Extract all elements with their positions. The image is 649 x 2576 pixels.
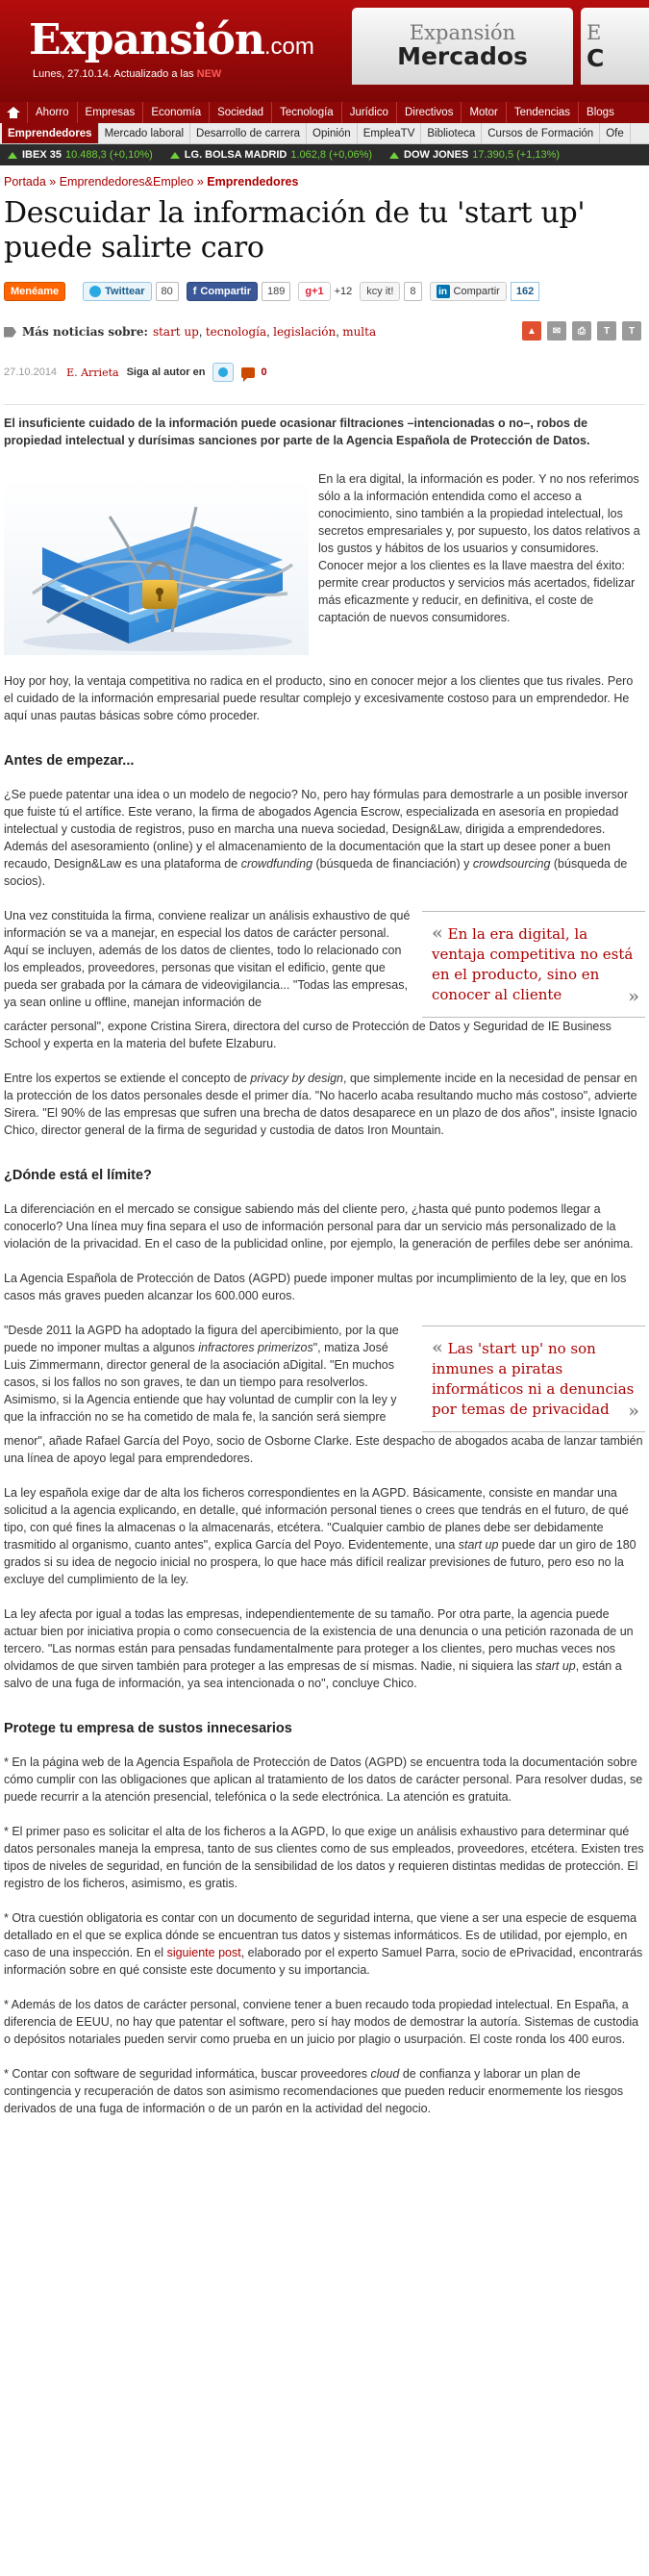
tag-legislacion[interactable]: legislación: [273, 325, 337, 339]
bullet-paragraph: * Otra cuestión obligatoria es contar con un documento de seguridad interna, que viene a ser una especie de esquema detallado en el que se explica dónde se encuentran tus datos y sistemas informáticos. Es de utilidad, por ejemplo, en caso de una inspección. En el siguiente post, elaborado por el experto Samuel Parra, socio de ePrivacidad, encontrarás información sobre en qué consiste este documento y su importancia.: [4, 1911, 643, 1977]
home-button[interactable]: [0, 102, 27, 123]
nav-ahorro[interactable]: Ahorro: [27, 102, 77, 123]
breadcrumb-emprendedores-empleo[interactable]: Emprendedores&Empleo: [59, 175, 194, 189]
nav-empresas[interactable]: Empresas: [77, 102, 143, 123]
twitter-icon: [218, 367, 228, 377]
meneame-button[interactable]: Menéame: [4, 282, 65, 301]
article-image: [4, 478, 309, 655]
section-heading: Protege tu empresa de sustos innecesarios: [4, 1721, 292, 1736]
follow-twitter-button[interactable]: [212, 363, 234, 382]
comment-count[interactable]: 0: [261, 366, 267, 378]
twitter-icon: [89, 286, 101, 297]
article-lead: El insuficiente cuidado de la información puede ocasionar filtraciones –intencionadas o no–, robos de propiedad intelectual y durísimas sanciones por parte de la Agencia Española de Protección de Datos.: [4, 404, 645, 449]
alert-icon[interactable]: ▲: [522, 321, 541, 341]
breadcrumb-portada[interactable]: Portada: [4, 175, 46, 189]
paragraph: Una vez constituida la firma, conviene realizar un análisis exhaustivo de qué información se va a manejar, en especial los datos de carácter personal. Aquí se incluyen, además de los datos de clientes, todo lo relacionado con los empleados, proveedores, personas que visitan el edificio, gente que pueda ser grabada por la cámara de videovigilancia... "Todas las empresas, ya sean online u offline, manejan información de: [4, 909, 411, 1009]
email-icon[interactable]: ✉: [547, 321, 566, 341]
bullet-paragraph: * Contar con software de seguridad informática, buscar proveedores cloud de confianza y laborar un plan de contingencia y recuperación de datos son asimismo recomendaciones que pueden reducir enormemente los riesgos derivados de una fuga de información o de un parón en la actividad del negocio.: [4, 2067, 624, 2115]
facebook-count: 189: [262, 282, 290, 301]
market-ticker: [0, 144, 649, 165]
twitter-count: 80: [156, 282, 179, 301]
nav-tendencias[interactable]: Tendencias: [506, 102, 578, 123]
author-link[interactable]: E. Arrieta: [66, 366, 119, 379]
arrow-up-icon: [170, 152, 180, 159]
font-smaller-icon[interactable]: T: [597, 321, 616, 341]
bullet-paragraph: * Además de los datos de carácter personal, conviene tener a buen recaudo toda propiedad intelectual. En España, a diferencia de EEUU, no hay que patentar el software, pero sí hay modos de demostrar la autoría. Sistemas de custodia o depósitos notariales pueden servir como prueba en un juicio por plagio o usurpación. El coste ronda los 400 euros.: [4, 1998, 639, 2046]
nav-blogs[interactable]: Blogs: [578, 102, 622, 123]
facebook-icon: f: [192, 286, 197, 297]
subnav-cursos[interactable]: Cursos de Formación: [482, 123, 600, 144]
follow-label: Siga al autor en: [126, 366, 206, 378]
linkedin-share-button[interactable]: in Compartir: [430, 282, 507, 301]
paragraph: carácter personal", expone Cristina Sirera, directora del curso de Protección de Datos y Seguridad de IE Business School y experta en la materia del bufete Elzaburu.: [4, 1020, 612, 1050]
ticker-item[interactable]: LG. BOLSA MADRID 1.062,8 (+0,06%): [162, 149, 372, 161]
bullet-paragraph: * El primer paso es solicitar el alta de los ficheros a la AGPD, lo que exige un análisis exhaustivo para determinar qué datos personales maneja la empresa, tanto de sus clientes como de sus empleados, proveedores, etcétera. Existen tres tipos de niveles de seguridad, en función de la sensibilidad de los datos y requieren distintas medidas de protección. El registro de los ficheros, asimismo, es gratis.: [4, 1825, 644, 1890]
figure-row: [4, 470, 645, 655]
paragraph: La ley española exige dar de alta los ficheros correspondientes en la AGPD. Básicamente, consiste en mandar una solicitud a la agencia explicando, en detalle, qué información personal tienes o crees que tendrás en el futuro, de qué tipo, con qué fines la almacenas o la almacenarás, etcétera. "Cualquier cambio de planes debe ser debidamente trasmitido al organismo, cuanto antes", explica García del Poyo. Evidentemente, una start up puede dar un giro de 180 grados si su idea de negocio inicial no prospera, lo que hace más difícil realizar previsiones de futuro, pero eso no la excluye del cumplimiento de la ley.: [4, 1486, 637, 1586]
subnav-ofertas[interactable]: Ofe: [600, 123, 631, 144]
twitter-button[interactable]: Twittear: [83, 282, 151, 301]
nav-sociedad[interactable]: Sociedad: [209, 102, 271, 123]
kcy-count: 8: [404, 282, 421, 301]
subnav-emprendedores[interactable]: Emprendedores: [2, 123, 99, 144]
pull-quote: « En la era digital, la ventaja competitiva no está en el producto, sino en conocer al cliente »: [422, 911, 645, 1018]
paragraph: ¿Se puede patentar una idea o un modelo de negocio? No, pero hay fórmulas para demostrarle a un posible inversor que fuiste tú el artífice. Este verano, la firma de abogados Agencia Escrow, especializada en asesoría en propiedad intelectual y custodia de registros, puso en marcha una nueva sociedad, Design&Law, dirigida a emprendedores. Además del asesoramiento (online) y el almacenamiento de la documentación que la start up desee poner a buen recaudo, Design&Law es una plataforma de crowdfunding (búsqueda de financiación) y crowdsourcing (búsqueda de socios).: [4, 788, 629, 888]
nav-economia[interactable]: Economía: [142, 102, 209, 123]
nav-juridico[interactable]: Jurídico: [341, 102, 396, 123]
article-date: 27.10.2014: [4, 366, 58, 378]
subnav-biblioteca[interactable]: Biblioteca: [421, 123, 482, 144]
breadcrumb: Portada » Emprendedores&Empleo » Emprendedores: [4, 175, 299, 189]
quote-row: [4, 890, 645, 1018]
quote-close-icon: »: [628, 1401, 639, 1422]
share-bar: [4, 281, 645, 302]
linkedin-count: 162: [511, 282, 539, 301]
paragraph: La Agencia Española de Protección de Datos (AGPD) puede imponer multas por incumplimiento de la ley, que en los casos más graves pueden alcanzar los 600.000 euros.: [4, 1272, 627, 1302]
bullet-paragraph: * En la página web de la Agencia Española de Protección de Datos (AGPD) se encuentra toda la documentación sobre cómo cumplir con las obligaciones que aplican al tratamiento de los datos de carácter personal. Para resolver dudas, se puede recurrir a la atención presencial, telefónica o la sede electrónica. La atención es gratuita.: [4, 1755, 643, 1804]
tag-start-up[interactable]: start up: [152, 325, 199, 339]
quote-close-icon: »: [628, 986, 639, 1007]
article-tools: [516, 321, 641, 341]
tag-multa[interactable]: multa: [342, 325, 377, 339]
subnav-empleatv[interactable]: EmpleaTV: [358, 123, 422, 144]
tab-expansion-extra[interactable]: E C: [581, 8, 649, 85]
paragraph: "Desde 2011 la AGPD ha adoptado la figura del apercibimiento, por la que puede no imponer multas a algunos infractores primerizos", matiza José Luis Zimmermann, director general de la asociación aDigital. "En muchos casos, si los fallos no son graves, te dan un tiempo para resolverlos. Asimismo, si la Agencia entiende que hay voluntad de cumplir con la ley y que la infracción no se ha cometido de mala fe, la sanción será siempre: [4, 1324, 399, 1424]
site-header: [0, 0, 649, 102]
nav-tecnologia[interactable]: Tecnología: [271, 102, 341, 123]
quote-row: [4, 1304, 645, 1432]
pull-quote: « Las 'start up' no son inmunes a piratas informáticos ni a denuncias por temas de privacidad »: [422, 1326, 645, 1432]
kcy-button[interactable]: kcy it!: [360, 282, 400, 301]
nav-directivos[interactable]: Directivos: [396, 102, 461, 123]
quote-open-icon: «: [432, 1337, 443, 1358]
subnav-mercado-laboral[interactable]: Mercado laboral: [99, 123, 190, 144]
subnav-desarrollo-carrera[interactable]: Desarrollo de carrera: [190, 123, 307, 144]
tab-expansion-mercados[interactable]: Expansión Mercados: [352, 8, 573, 85]
section-heading: ¿Dónde está el límite?: [4, 1168, 152, 1183]
siguiente-post-link[interactable]: siguiente post: [166, 1946, 241, 1959]
tags-list: start up, tecnología, legislación, multa: [152, 325, 377, 339]
nav-motor[interactable]: Motor: [461, 102, 505, 123]
article-title: Descuidar la información de tu 'start up' puede salirte caro: [4, 196, 586, 265]
gplus-button[interactable]: g+1: [298, 282, 330, 301]
byline: [4, 362, 645, 383]
gplus-count: +12: [334, 286, 353, 297]
tag-icon: [4, 327, 16, 338]
section-heading: Antes de empezar...: [4, 753, 135, 769]
home-icon: [7, 107, 20, 118]
sub-nav: [0, 123, 649, 144]
header-date: Lunes, 27.10.14. Actualizado a las NEW: [33, 68, 222, 80]
main-nav: [0, 102, 649, 123]
article: [0, 165, 649, 2117]
arrow-up-icon: [389, 152, 399, 159]
tags-bar: Más noticias sobre: start up, tecnología, legislación, multa ▲ ✉ ⎙ T T: [4, 321, 645, 342]
site-logo[interactable]: Expansión.com: [29, 15, 314, 64]
paragraph: Entre los expertos se extiende el concepto de privacy by design, que simplemente incide en la necesidad de pensar en la protección de los datos personales desde el primer día. "No hacerlo acaba resultando mucho más costoso", advierte Sirera. "El 90% de las empresas que sufren una brecha de datos desaparece en un plazo de dos años", insiste Ignacio Chico, director general de la firma de seguridad y custodia de datos Iron Mountain.: [4, 1072, 637, 1137]
ticker-item[interactable]: IBEX 35 10.488,3 (+0,10%): [0, 149, 153, 161]
font-larger-icon[interactable]: T: [622, 321, 641, 341]
arrow-up-icon: [8, 152, 17, 159]
comment-icon[interactable]: [241, 367, 255, 378]
paragraph: menor", añade Rafael García del Poyo, socio de Osborne Clarke. Este despacho de abogados acaba de lanzar también una línea de apoyo legal para emprendedores.: [4, 1434, 643, 1465]
facebook-share-button[interactable]: f Compartir: [187, 282, 258, 301]
subnav-opinion[interactable]: Opinión: [307, 123, 358, 144]
tag-tecnologia[interactable]: tecnología: [205, 325, 267, 339]
paragraph: La ley afecta por igual a todas las empresas, independientemente de su tamaño. Por otra parte, la agencia puede actuar bien por iniciativa propia o como consecuencia de la existencia de una denuncia o una petición razonada de un tercero. "Las normas están para pensadas fundamentalmente para proteger a los clientes, pero muchas veces nos olvidamos de que sirven también para proteger a las empresas de sí mismas. Nadie, ni siquiera las start up, están a salvo de una fuga de información, ya sea intencionada o no", concluye Chico.: [4, 1607, 634, 1690]
ticker-item[interactable]: DOW JONES 17.390,5 (+1,13%): [382, 149, 560, 161]
figure-text: En la era digital, la información es poder. Y no nos referimos sólo a la información entendida como el acceso a conocimiento, sino también a la propiedad intelectual, los secretos empresariales y, por supuesto, los datos relativos a los gustos y hábitos de los usuarios y consumidores. Conocer mejor a los clientes es la llave maestra del éxito: permite crear productos y servicios más acertados, fidelizar más eficazmente y reducir, en definitiva, el coste de captación de nuevos consumidores.: [318, 472, 640, 624]
quote-open-icon: «: [432, 922, 443, 944]
linkedin-icon: in: [437, 285, 450, 298]
paragraph: Hoy por hoy, la ventaja competitiva no radica en el producto, sino en conocer mejor a los clientes que tus rivales. Pero el cuidado de la información empresarial puede resultar complejo y excesivamente costoso para un emprendedor. He aquí unas pautas básicas sobre cómo proceder.: [4, 674, 634, 722]
breadcrumb-emprendedores[interactable]: Emprendedores: [207, 175, 299, 189]
paragraph: La diferenciación en el mercado se consigue sabiendo más del cliente pero, ¿hasta qué punto podemos llegar a conocerlo? Una línea muy fina separa el uso de información personal para dar un servicio más personalizado de la violación de la privacidad. En el caso de la publicidad online, por ejemplo, la generación de perfiles debe ser anónima.: [4, 1202, 634, 1250]
print-icon[interactable]: ⎙: [572, 321, 591, 341]
